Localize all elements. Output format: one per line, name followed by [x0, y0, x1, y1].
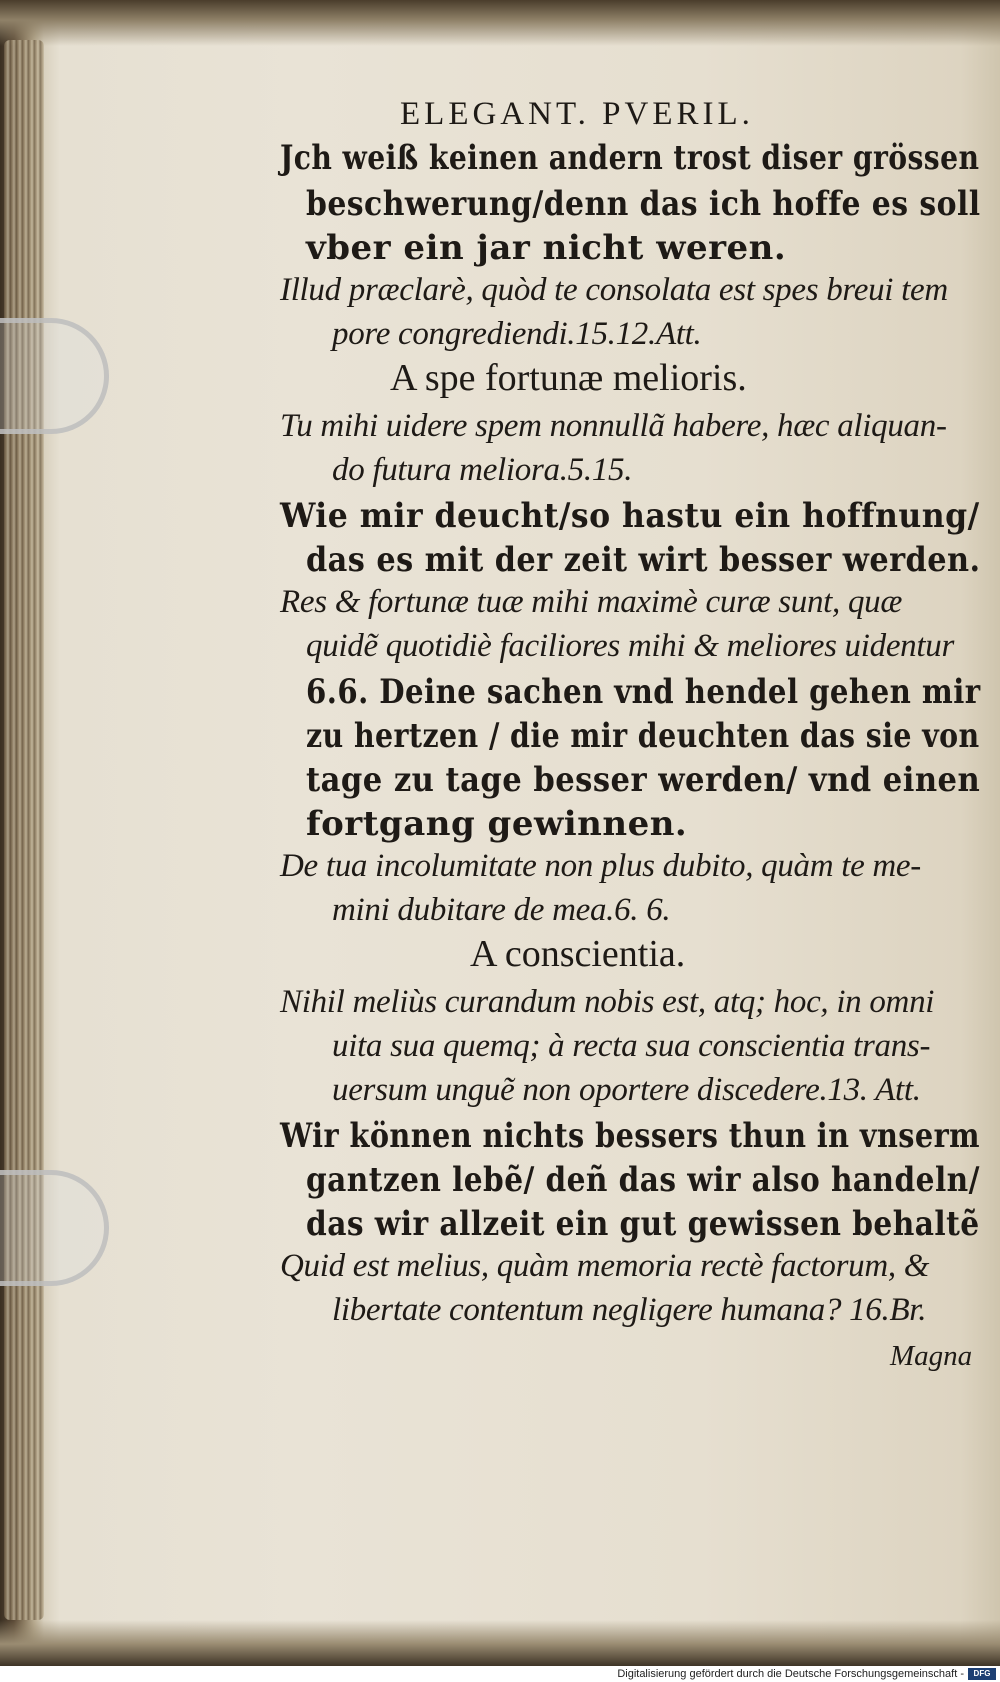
text-line: zu hertzen / die mir deuchten das sie von: [306, 716, 980, 756]
running-header: ELEGANT. PVERIL.: [400, 96, 754, 132]
text-line: uita sua quemq; à recta sua conscientia trans-: [332, 1028, 931, 1064]
text-line: De tua incolumitate non plus dubito, quàm te me-: [280, 848, 921, 884]
text-line: quidẽ quotidiè faciliores mihi & meliores uidentur: [306, 628, 954, 664]
text-line: 6.6. Deine sachen vnd hendel gehen mir: [306, 672, 981, 712]
dfg-logo: DFG: [968, 1668, 996, 1680]
text-line: Jch weiß keinen andern trost diser grössen: [280, 138, 980, 178]
text-line: libertate contentum negligere humana? 16.Br.: [332, 1292, 927, 1328]
funding-note: Digitalisierung gefördert durch die Deutsche Forschungsgemeinschaft -: [617, 1668, 964, 1680]
text-line: Illud præclarè, quòd te consolata est spes breui tem: [280, 272, 948, 308]
section-heading: A spe fortunæ melioris.: [390, 357, 747, 399]
text-line: tage zu tage besser werden/ vnd einen: [306, 760, 981, 800]
text-line: Res & fortunæ tuæ mihi maximè curæ sunt, quæ: [280, 584, 903, 620]
text-line: Wie mir deucht/so hastu ein hoffnung/: [280, 496, 980, 536]
text-line: Wir können nichts bessers thun in vnserm: [280, 1116, 980, 1156]
text-line: do futura meliora.5.15.: [332, 452, 633, 488]
text-line: mini dubitare de mea.6. 6.: [332, 892, 671, 928]
text-line: gantzen lebẽ/ deñ das wir also handeln/: [306, 1160, 980, 1200]
text-line: Nihil meliùs curandum nobis est, atq; hoc, in omni: [280, 984, 935, 1020]
bottom-shadow: [0, 1620, 1000, 1666]
text-line: vber ein jar nicht weren.: [306, 228, 787, 268]
section-heading: A conscientia.: [470, 933, 686, 975]
text-line: Quid est melius, quàm memoria rectè factorum, &: [280, 1248, 930, 1284]
text-line: fortgang gewinnen.: [306, 804, 688, 844]
text-line: uersum unguẽ non oportere discedere.13. Att.: [332, 1072, 921, 1108]
footer-bar: [0, 1666, 1000, 1682]
text-line: das wir allzeit ein gut gewissen behaltẽ: [306, 1204, 980, 1244]
top-shadow: [0, 0, 1000, 46]
page-clip-bottom: [0, 1170, 109, 1286]
text-line: Tu mihi uidere spem nonnullã habere, hæc aliquan-: [280, 408, 947, 444]
text-line: beschwerung/denn das ich hoffe es soll: [306, 184, 981, 224]
page-clip-top: [0, 318, 109, 434]
catchword: Magna: [890, 1340, 973, 1372]
text-line: pore congrediendi.15.12.Att.: [332, 316, 702, 352]
page-edges: [4, 40, 44, 1620]
text-line: das es mit der zeit wirt besser werden.: [306, 540, 981, 580]
